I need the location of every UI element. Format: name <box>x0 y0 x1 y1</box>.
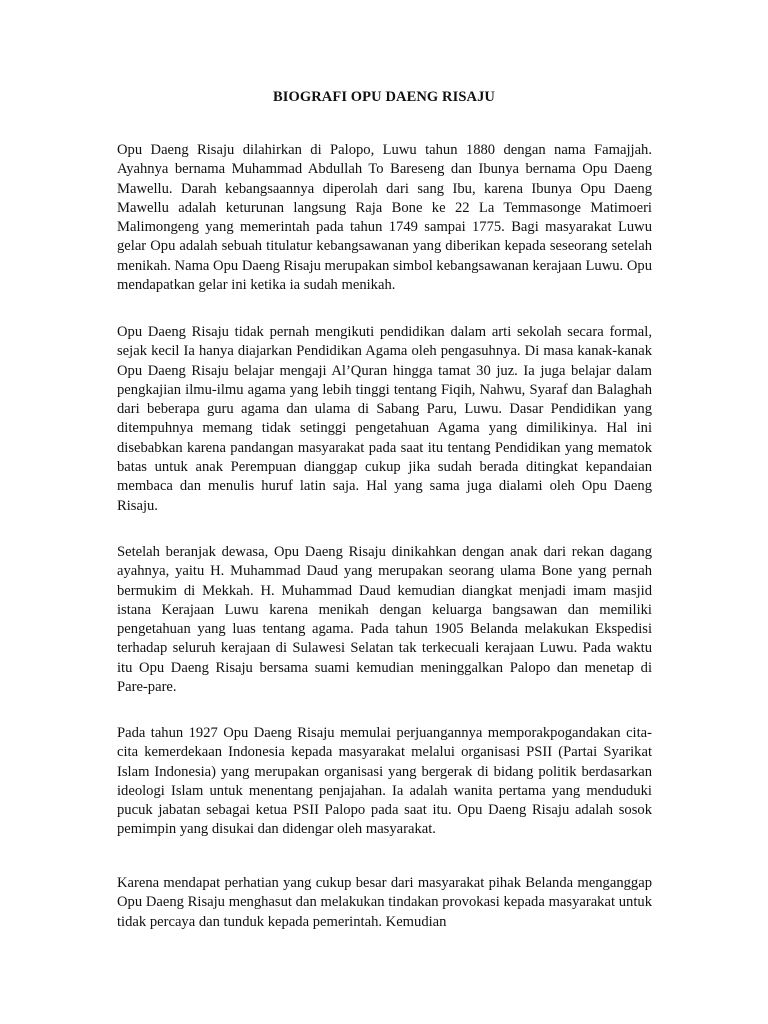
paragraph-birth: Opu Daeng Risaju dilahirkan di Palopo, Luwu tahun 1880 dengan nama Famajjah. Ayahnya bernama Muhammad Abdullah To Bareseng dan Ibunya bernama Opu Daeng Mawellu. Darah kebangsaannya diperolah dari sang Ibu, karena Ibunya Opu Daeng Mawellu adalah keturunan langsung Raja Bone ke 22 La Temmasonge Matimoeri Malimongeng yang memerintah pada tahun 1749 sampai 1775. Bagi masyarakat Luwu gelar Opu adalah sebuah titulatur kebangsawanan yang diberikan kepada seseorang setelah menikah. Nama Opu Daeng Risaju merupakan simbol kebangsawanan kerajaan Luwu. Opu mendapatkan gelar ini ketika ia sudah menikah. <box>117 142 652 294</box>
paragraph-psii: Pada tahun 1927 Opu Daeng Risaju memulai perjuangannya memporakpogandakan cita-cita kemerdekaan Indonesia kepada masyarakat melalui organisasi PSII (Partai Syarikat Islam Indonesia) yang merupakan organisasi yang bergerak di bidang politik berdasarkan ideologi Islam untuk menentang penjajahan. Ia adalah wanita pertama yang menduduki pucuk jabatan sebagai ketua PSII Palopo pada saat itu. Opu Daeng Risaju adalah sosok pemimpin yang disukai dan didengar oleh masyarakat. <box>117 725 652 838</box>
paragraph-education: Opu Daeng Risaju tidak pernah mengikuti pendidikan dalam arti sekolah secara formal, sejak kecil Ia hanya diajarkan Pendidikan Agama oleh pengasuhnya. Di masa kanak-kanak Opu Daeng Risaju belajar mengaji Al’Quran hingga tamat 30 juz. Ia juga belajar dalam pengkajian ilmu-ilmu agama yang lebih tinggi tentang Fiqih, Nahwu, Syaraf dan Balaghah dari beberapa guru agama dan ulama di Sabang Paru, Luwu. Dasar Pendidikan yang ditempuhnya memang tidak setinggi pengetahuan Agama yang dimilikinya. Hal ini disebabkan karena pandangan masyarakat pada saat itu tentang Pendidikan yang mematok batas untuk anak Perempuan dianggap cukup jika sudah berada ditingkat kepandaian membaca dan menulis huruf latin saja. Hal yang sama juga dialami oleh Opu Daeng Risaju. <box>117 324 652 514</box>
paragraph-dutch-response: Karena mendapat perhatian yang cukup besar dari masyarakat pihak Belanda menganggap Opu Daeng Risaju menghasut dan melakukan tindakan provokasi kepada masyarakat untuk tidak percaya dan tunduk kepada pemerintah. Kemudian <box>117 875 652 930</box>
document-title: BIOGRAFI OPU DAENG RISAJU <box>272 89 496 105</box>
paragraph-marriage: Setelah beranjak dewasa, Opu Daeng Risaju dinikahkan dengan anak dari rekan dagang ayahnya, yaitu H. Muhammad Daud yang merupakan seorang ulama Bone yang pernah bermukim di Mekkah. H. Muhammad Daud kemudian diangkat menjadi imam masjid istana Kerajaan Luwu karena menikah dengan keluarga bangsawan dan memiliki pengetahuan yang luas tentang agama. Pada tahun 1905 Belanda melakukan Ekspedisi terhadap seluruh kerajaan di Sulawesi Selatan tak terkecuali kerajaan Luwu. Pada waktu itu Opu Daeng Risaju bersama suami kemudian meninggalkan Palopo dan menetap di Pare-pare. <box>117 544 652 696</box>
